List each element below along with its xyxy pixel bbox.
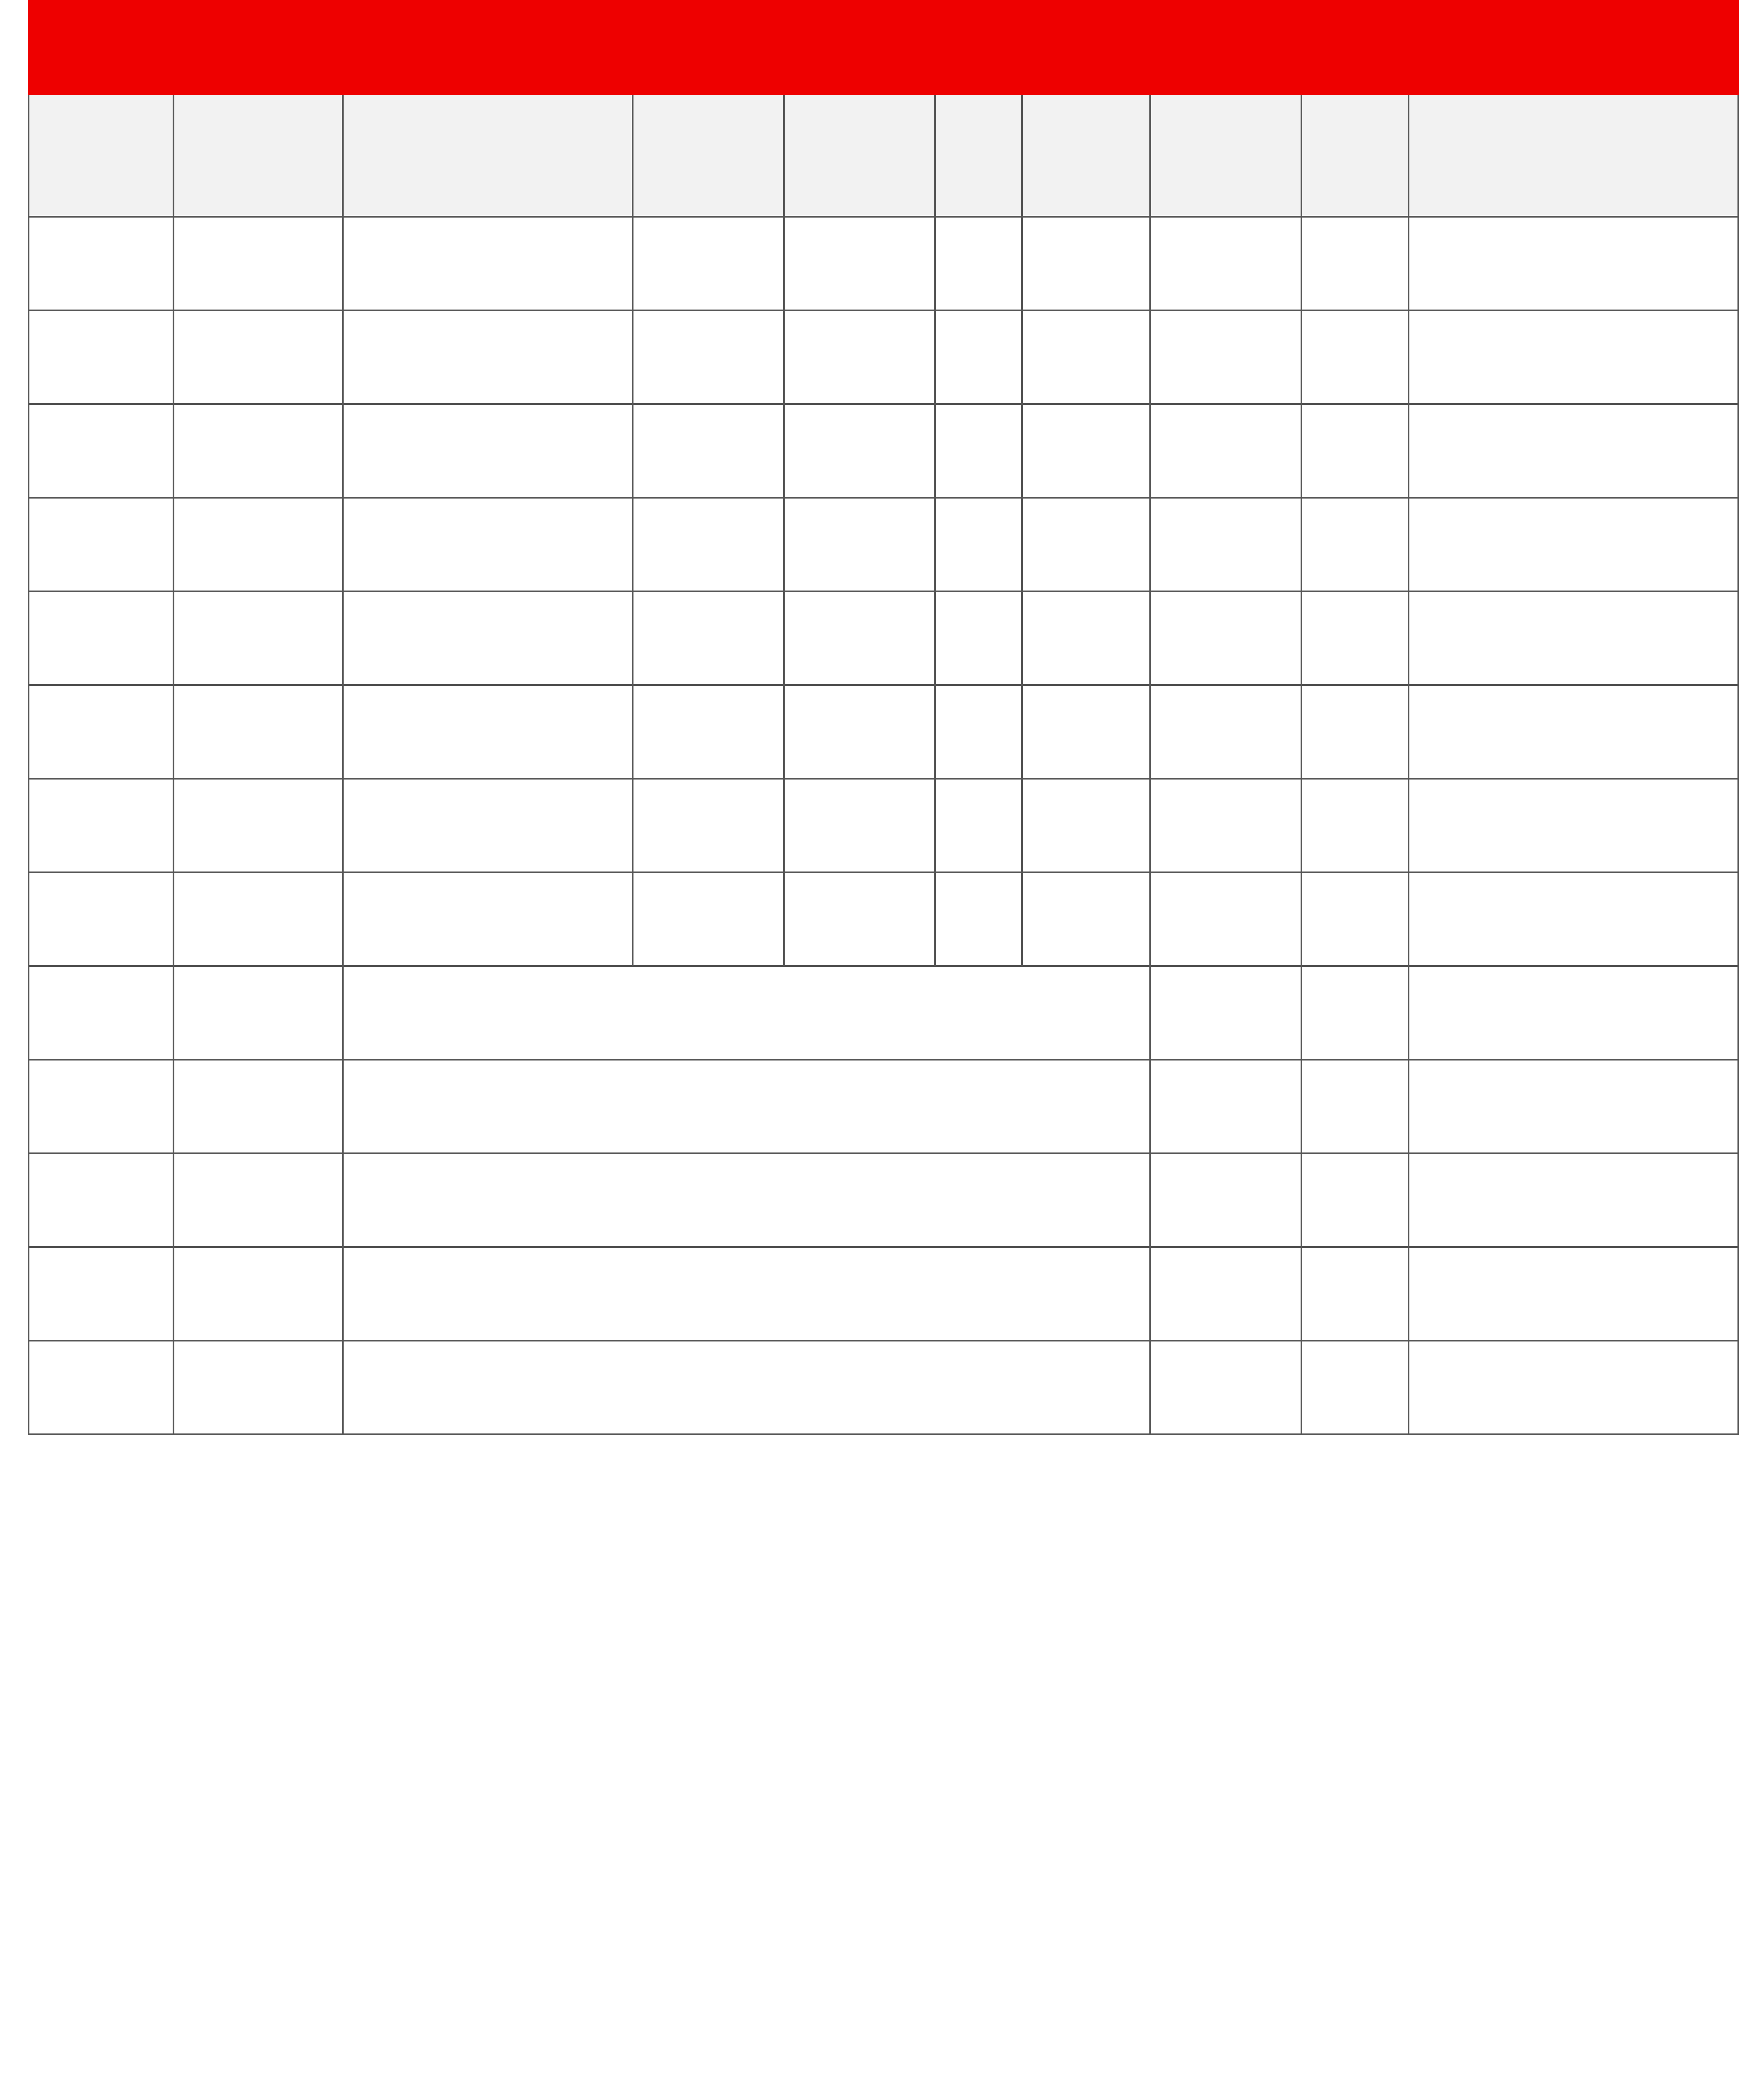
region-cell — [173, 404, 343, 498]
col-header-region — [173, 94, 343, 217]
region-cell — [173, 1060, 343, 1153]
region-cell — [173, 779, 343, 872]
ccy-cell — [1301, 779, 1409, 872]
period-cell — [633, 872, 784, 966]
prior-cell — [1022, 310, 1150, 404]
region-cell — [173, 1341, 343, 1434]
survey-cell — [784, 404, 935, 498]
col-header-comments — [1409, 94, 1738, 217]
prior-cell — [1022, 872, 1150, 966]
impact-cell — [1150, 217, 1301, 310]
prior-cell — [1022, 685, 1150, 779]
survey-cell — [784, 310, 935, 404]
time-cell — [29, 498, 173, 591]
period-cell — [633, 685, 784, 779]
survey-cell — [784, 685, 935, 779]
ccy-cell — [1301, 966, 1409, 1060]
actual-cell — [935, 872, 1022, 966]
comments-cell — [1409, 310, 1738, 404]
time-cell — [29, 404, 173, 498]
indicator-cell — [343, 498, 633, 591]
table-row — [29, 1153, 1738, 1247]
comments-cell — [1409, 872, 1738, 966]
table-row — [29, 591, 1738, 685]
prior-cell — [1022, 779, 1150, 872]
col-header-impact — [1150, 94, 1301, 217]
indicator-cell — [343, 872, 633, 966]
table-row — [29, 217, 1738, 310]
period-cell — [633, 404, 784, 498]
ccy-cell — [1301, 872, 1409, 966]
survey-cell — [784, 498, 935, 591]
impact-cell — [1150, 498, 1301, 591]
event-cell — [343, 1247, 1150, 1341]
impact-cell — [1150, 1060, 1301, 1153]
actual-cell — [935, 779, 1022, 872]
ccy-cell — [1301, 498, 1409, 591]
comments-cell — [1409, 404, 1738, 498]
col-header-survey — [784, 94, 935, 217]
releases-document — [28, 0, 1737, 1435]
comments-cell — [1409, 685, 1738, 779]
region-cell — [173, 310, 343, 404]
impact-cell — [1150, 310, 1301, 404]
time-cell — [29, 966, 173, 1060]
survey-cell — [784, 591, 935, 685]
region-cell — [173, 872, 343, 966]
comments-cell — [1409, 779, 1738, 872]
ccy-cell — [1301, 1060, 1409, 1153]
ccy-cell — [1301, 217, 1409, 310]
time-cell — [29, 1153, 173, 1247]
table-row — [29, 966, 1738, 1060]
region-cell — [173, 498, 343, 591]
impact-cell — [1150, 966, 1301, 1060]
event-cell — [343, 1153, 1150, 1247]
actual-cell — [935, 404, 1022, 498]
comments-cell — [1409, 591, 1738, 685]
indicator-cell — [343, 685, 633, 779]
period-cell — [633, 591, 784, 685]
prior-cell — [1022, 498, 1150, 591]
impact-cell — [1150, 591, 1301, 685]
table-row — [29, 310, 1738, 404]
actual-cell — [935, 591, 1022, 685]
actual-cell — [935, 310, 1022, 404]
comments-cell — [1409, 966, 1738, 1060]
table-row — [29, 779, 1738, 872]
time-cell — [29, 872, 173, 966]
col-header-ccy — [1301, 94, 1409, 217]
table-row — [29, 498, 1738, 591]
event-cell — [343, 1341, 1150, 1434]
actual-cell — [935, 498, 1022, 591]
table-row — [29, 1247, 1738, 1341]
tuesday-header-row — [29, 94, 1738, 217]
releases-table — [28, 0, 1739, 1435]
impact-cell — [1150, 1341, 1301, 1434]
tuesday-banner — [29, 1, 1738, 94]
impact-cell — [1150, 685, 1301, 779]
indicator-cell — [343, 217, 633, 310]
table-row — [29, 1341, 1738, 1434]
col-header-time — [29, 94, 173, 217]
time-cell — [29, 591, 173, 685]
comments-cell — [1409, 217, 1738, 310]
time-cell — [29, 217, 173, 310]
prior-cell — [1022, 591, 1150, 685]
region-cell — [173, 966, 343, 1060]
ccy-cell — [1301, 1153, 1409, 1247]
region-cell — [173, 1153, 343, 1247]
comments-cell — [1409, 1153, 1738, 1247]
ccy-cell — [1301, 591, 1409, 685]
col-header-indicator — [343, 94, 633, 217]
indicator-cell — [343, 779, 633, 872]
col-header-actual — [935, 94, 1022, 217]
time-cell — [29, 310, 173, 404]
time-cell — [29, 779, 173, 872]
period-cell — [633, 498, 784, 591]
time-cell — [29, 685, 173, 779]
comments-cell — [1409, 498, 1738, 591]
prior-cell — [1022, 217, 1150, 310]
prior-cell — [1022, 404, 1150, 498]
ccy-cell — [1301, 1247, 1409, 1341]
col-header-prior — [1022, 94, 1150, 217]
impact-cell — [1150, 872, 1301, 966]
tuesday-banner-title — [29, 1, 1738, 94]
table-row — [29, 404, 1738, 498]
region-cell — [173, 217, 343, 310]
table-row — [29, 685, 1738, 779]
period-cell — [633, 310, 784, 404]
table-row — [29, 1060, 1738, 1153]
comments-cell — [1409, 1341, 1738, 1434]
table-row — [29, 872, 1738, 966]
survey-cell — [784, 872, 935, 966]
actual-cell — [935, 685, 1022, 779]
survey-cell — [784, 217, 935, 310]
event-cell — [343, 966, 1150, 1060]
impact-cell — [1150, 404, 1301, 498]
region-cell — [173, 685, 343, 779]
event-cell — [343, 1060, 1150, 1153]
ccy-cell — [1301, 310, 1409, 404]
comments-cell — [1409, 1060, 1738, 1153]
impact-cell — [1150, 1247, 1301, 1341]
region-cell — [173, 1247, 343, 1341]
indicator-cell — [343, 404, 633, 498]
time-cell — [29, 1060, 173, 1153]
impact-cell — [1150, 779, 1301, 872]
col-header-period — [633, 94, 784, 217]
indicator-cell — [343, 310, 633, 404]
comments-cell — [1409, 1247, 1738, 1341]
time-cell — [29, 1247, 173, 1341]
region-cell — [173, 591, 343, 685]
ccy-cell — [1301, 685, 1409, 779]
ccy-cell — [1301, 1341, 1409, 1434]
survey-cell — [784, 779, 935, 872]
period-cell — [633, 779, 784, 872]
actual-cell — [935, 217, 1022, 310]
ccy-cell — [1301, 404, 1409, 498]
period-cell — [633, 217, 784, 310]
time-cell — [29, 1341, 173, 1434]
indicator-cell — [343, 591, 633, 685]
impact-cell — [1150, 1153, 1301, 1247]
